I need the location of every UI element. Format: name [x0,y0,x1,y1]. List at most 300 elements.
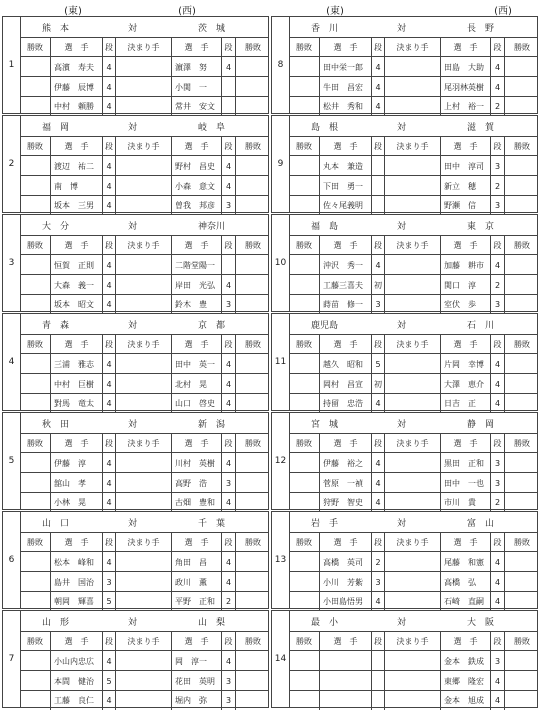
player-cell: 島井 国治 [50,572,102,592]
player-cell: 小川 芳紫 [319,572,371,592]
dan-cell: 4 [102,493,115,512]
player-cell: 小田島悟男 [319,592,371,611]
bout-row [20,591,268,611]
player-header: 選 手 [440,632,490,651]
match-title [289,116,537,136]
win-loss-header: 勝敗 [504,236,539,255]
win-loss-cell [235,651,270,671]
win-loss-cell [20,77,50,97]
player-header: 選 手 [171,335,221,354]
match-title [289,314,537,334]
header-row [20,631,268,651]
dan-header: 段 [371,434,384,453]
bout-row [20,195,268,215]
match-title [289,512,537,532]
dan-cell: 4 [221,552,235,572]
player-cell: 高濱 寿夫 [50,57,102,77]
dan-cell: 4 [102,176,115,196]
dan-header: 段 [490,533,504,552]
match-panel-6 [2,511,269,609]
dan-header: 段 [371,236,384,255]
side-label-east-left: (東) [64,6,82,17]
dan-cell: 4 [371,57,384,77]
kimarite-cell [115,156,171,176]
win-loss-cell [504,255,539,275]
player-cell: 花田 英明 [171,671,221,691]
bout-row [289,571,537,592]
bout-row [20,393,268,413]
match-title [20,413,268,433]
dan-cell: 4 [371,453,384,473]
dan-cell: 初 [371,275,384,295]
win-loss-cell [504,671,539,691]
east-prefecture: 青 森 [42,321,70,331]
dan-cell: 4 [102,295,115,314]
dan-header: 段 [221,632,235,651]
match-panel-3 [2,214,269,312]
win-loss-cell [504,691,539,710]
win-loss-cell [20,196,50,215]
match-title [20,116,268,136]
kimarite-header: 決まり手 [384,434,440,453]
match-number: 9 [272,116,290,212]
win-loss-cell [504,196,539,215]
dan-cell: 2 [371,552,384,572]
dan-cell: 3 [490,651,504,671]
win-loss-cell [20,176,50,196]
match-number: 1 [3,17,21,113]
match-panel-11 [271,313,538,411]
kimarite-cell [115,275,171,295]
bout-row [289,175,537,196]
dan-cell: 4 [371,473,384,493]
win-loss-header: 勝敗 [504,632,539,651]
side-label-west-right: (西) [494,6,512,17]
kimarite-cell [384,473,440,493]
bout-row [20,254,268,275]
player-header: 選 手 [440,137,490,156]
win-loss-cell [289,374,319,394]
dan-cell: 4 [221,275,235,295]
player-cell: 狩野 智史 [319,493,371,512]
bout-row [20,96,268,116]
player-cell: 曽我 邦彦 [171,196,221,215]
kimarite-cell [115,176,171,196]
dan-cell: 4 [490,255,504,275]
west-prefecture: 東 京 [467,222,495,232]
kimarite-header: 決まり手 [115,236,171,255]
player-cell: 市川 貴 [440,493,490,512]
win-loss-cell [504,176,539,196]
win-loss-header: 勝敗 [296,340,312,349]
win-loss-header: 勝敗 [235,335,270,354]
kimarite-cell [115,77,171,97]
dan-header: 段 [221,434,235,453]
versus-label: 対 [128,420,138,430]
player-cell: 本間 健治 [50,671,102,691]
player-header: 選 手 [50,236,102,255]
player-cell: 高橋 弘 [440,572,490,592]
dan-cell: 4 [102,275,115,295]
dan-cell: 3 [221,196,235,215]
win-loss-cell [235,394,270,413]
kimarite-header: 決まり手 [384,533,440,552]
win-loss-cell [504,295,539,314]
dan-cell: 4 [490,77,504,97]
player-cell: 田中 一也 [440,473,490,493]
player-cell: 工藤 良仁 [50,691,102,710]
dan-cell: 4 [221,354,235,374]
win-loss-cell [20,592,50,611]
bout-row [20,294,268,314]
dan-cell: 4 [490,552,504,572]
player-cell: 高橋 英司 [319,552,371,572]
dan-cell: 2 [490,176,504,196]
dan-header: 段 [221,533,235,552]
player-cell: 田中 淳司 [440,156,490,176]
player-cell [319,691,371,710]
dan-header: 段 [371,335,384,354]
versus-label: 対 [128,222,138,232]
kimarite-cell [384,493,440,512]
kimarite-cell [384,275,440,295]
player-cell: 對馬 竜太 [50,394,102,413]
player-cell: 小林 晃 [50,493,102,512]
player-cell: 中村 巨樹 [50,374,102,394]
player-cell: 小山内忠広 [50,651,102,671]
kimarite-cell [384,354,440,374]
win-loss-header: 勝敗 [296,637,312,646]
dan-cell: 3 [490,453,504,473]
match-number: 11 [272,314,290,410]
player-header: 選 手 [440,434,490,453]
kimarite-cell [115,691,171,710]
dan-cell: 4 [490,572,504,592]
win-loss-header: 勝敗 [504,137,539,156]
player-cell: 上村 裕一 [440,97,490,116]
dan-cell: 3 [221,295,235,314]
dan-header: 段 [102,632,115,651]
east-prefecture: 香 川 [311,24,339,34]
dan-cell [371,651,384,671]
player-cell: 松井 秀和 [319,97,371,116]
player-header: 選 手 [50,632,102,651]
dan-header: 段 [102,533,115,552]
dan-cell: 3 [490,473,504,493]
kimarite-cell [115,196,171,215]
dan-header: 段 [102,137,115,156]
dan-cell [371,691,384,710]
match-panel-5 [2,412,269,510]
win-loss-header: 勝敗 [235,38,270,57]
east-prefecture: 最 小 [311,618,339,628]
win-loss-header: 勝敗 [27,142,43,151]
player-cell: 沖沢 秀一 [319,255,371,275]
win-loss-cell [20,275,50,295]
dan-cell: 4 [221,57,235,77]
win-loss-cell [504,57,539,77]
bout-row [20,56,268,77]
versus-label: 対 [128,321,138,331]
win-loss-cell [289,97,319,116]
win-loss-cell [504,493,539,512]
player-cell: 丸本 兼造 [319,156,371,176]
win-loss-cell [289,57,319,77]
versus-label: 対 [397,222,407,232]
east-prefecture: 大 分 [42,222,70,232]
dan-header: 段 [371,137,384,156]
win-loss-cell [20,473,50,493]
header-row [289,235,537,255]
player-header: 選 手 [319,236,371,255]
win-loss-cell [20,453,50,473]
dan-cell: 4 [371,493,384,512]
player-cell: 伊藤 淳 [50,453,102,473]
player-cell: 佐々尾義明 [319,196,371,215]
win-loss-cell [289,552,319,572]
win-loss-cell [504,592,539,611]
win-loss-header: 勝敗 [504,533,539,552]
dan-cell: 2 [490,275,504,295]
east-prefecture: 山 形 [42,618,70,628]
header-row [20,37,268,57]
dan-header: 段 [221,236,235,255]
bout-row [20,175,268,196]
kimarite-cell [384,592,440,611]
win-loss-header: 勝敗 [504,434,539,453]
player-cell: 菅原 一禎 [319,473,371,493]
match-number: 12 [272,413,290,509]
player-cell: 伊藤 裕之 [319,453,371,473]
dan-cell: 4 [221,176,235,196]
dan-header: 段 [490,632,504,651]
dan-cell: 2 [490,493,504,512]
player-header: 選 手 [319,632,371,651]
east-prefecture: 福 岡 [42,123,70,133]
bout-row [20,650,268,671]
player-cell: 坂本 昭文 [50,295,102,314]
bout-row [289,472,537,493]
bout-row [20,373,268,394]
match-title [289,413,537,433]
header-row [289,334,537,354]
east-prefecture: 島 根 [311,123,339,133]
dan-cell [371,196,384,215]
win-loss-header: 勝敗 [296,142,312,151]
versus-label: 対 [397,519,407,529]
player-header: 選 手 [319,533,371,552]
player-header: 選 手 [50,533,102,552]
player-cell: 田中栄一郎 [319,57,371,77]
kimarite-cell [115,97,171,116]
player-cell: 二階堂陽一 [171,255,221,275]
kimarite-header: 決まり手 [115,38,171,57]
win-loss-cell [289,255,319,275]
match-panel-1 [2,16,269,114]
dan-cell: 4 [102,354,115,374]
bout-row [20,571,268,592]
dan-cell: 4 [490,691,504,710]
player-cell: 北村 晃 [171,374,221,394]
player-header: 選 手 [171,434,221,453]
player-cell [319,651,371,671]
west-prefecture: 岐 阜 [198,123,226,133]
player-header: 選 手 [50,434,102,453]
dan-cell: 4 [221,572,235,592]
player-cell: 高野 浩 [171,473,221,493]
win-loss-header: 勝敗 [504,38,539,57]
kimarite-cell [384,97,440,116]
match-title [20,215,268,235]
bout-row [289,195,537,215]
bout-row [20,670,268,691]
win-loss-cell [289,572,319,592]
west-prefecture: 神奈川 [198,222,226,232]
win-loss-cell [289,394,319,413]
win-loss-cell [504,473,539,493]
player-cell: 中村 頼勝 [50,97,102,116]
win-loss-cell [289,671,319,691]
dan-header: 段 [490,38,504,57]
player-cell: 関口 淳 [440,275,490,295]
dan-cell: 3 [221,473,235,493]
dan-cell: 4 [102,453,115,473]
win-loss-cell [235,671,270,691]
player-cell: 大森 義一 [50,275,102,295]
match-number: 10 [272,215,290,311]
player-cell: 尾羽林英樹 [440,77,490,97]
side-label-west-left: (西) [178,6,196,17]
dan-cell: 4 [221,374,235,394]
player-cell: 日吉 正 [440,394,490,413]
player-cell: 田島 大助 [440,57,490,77]
dan-header: 段 [490,236,504,255]
player-cell: 持留 忠浩 [319,394,371,413]
win-loss-cell [235,572,270,592]
win-loss-cell [504,156,539,176]
bout-row [20,353,268,374]
dan-cell: 4 [102,691,115,710]
dan-cell: 3 [221,671,235,691]
dan-cell: 2 [490,97,504,116]
match-number: 5 [3,413,21,509]
player-cell: 川村 英樹 [171,453,221,473]
win-loss-cell [504,77,539,97]
versus-label: 対 [397,618,407,628]
match-number: 8 [272,17,290,113]
win-loss-cell [20,97,50,116]
match-number: 14 [272,611,290,707]
win-loss-cell [504,651,539,671]
bout-row [20,690,268,710]
versus-label: 対 [397,24,407,34]
kimarite-header: 決まり手 [115,533,171,552]
win-loss-cell [289,275,319,295]
win-loss-header: 勝敗 [504,335,539,354]
kimarite-cell [115,453,171,473]
header-row [289,136,537,156]
win-loss-cell [235,354,270,374]
dan-cell [221,255,235,275]
dan-cell: 4 [102,97,115,116]
win-loss-cell [20,374,50,394]
dan-cell: 3 [371,295,384,314]
dan-cell: 5 [102,671,115,691]
east-prefecture: 福 島 [311,222,339,232]
player-cell: 三浦 雅志 [50,354,102,374]
west-prefecture: 大 阪 [467,618,495,628]
match-title [20,512,268,532]
win-loss-header: 勝敗 [27,43,43,52]
dan-cell: 4 [371,394,384,413]
player-cell: 尾藤 和憲 [440,552,490,572]
player-header: 選 手 [171,632,221,651]
west-prefecture: 静 岡 [467,420,495,430]
win-loss-cell [504,552,539,572]
header-row [289,631,537,651]
kimarite-cell [384,394,440,413]
kimarite-header: 決まり手 [384,632,440,651]
kimarite-cell [384,374,440,394]
dan-cell: 3 [102,572,115,592]
east-prefecture: 山 口 [42,519,70,529]
win-loss-cell [289,196,319,215]
kimarite-cell [384,255,440,275]
bout-row [289,670,537,691]
player-header: 選 手 [440,236,490,255]
east-prefecture: 宮 城 [311,420,339,430]
win-loss-cell [20,295,50,314]
bout-row [289,274,537,295]
bout-row [289,76,537,97]
win-loss-header: 勝敗 [27,637,43,646]
player-cell: 舘山 孝 [50,473,102,493]
win-loss-header: 勝敗 [235,533,270,552]
dan-header: 段 [490,137,504,156]
win-loss-cell [235,156,270,176]
kimarite-cell [115,572,171,592]
east-prefecture: 岩 手 [311,519,339,529]
dan-header: 段 [221,137,235,156]
player-header: 選 手 [440,335,490,354]
player-cell: 工藤三喜夫 [319,275,371,295]
dan-cell: 2 [221,592,235,611]
dan-cell: 4 [102,57,115,77]
win-loss-cell [289,354,319,374]
west-prefecture: 長 野 [467,24,495,34]
bout-row [289,591,537,611]
dan-header: 段 [102,38,115,57]
player-cell: 岡 淳一 [171,651,221,671]
win-loss-cell [289,156,319,176]
header-row [289,532,537,552]
west-prefecture: 新 潟 [198,420,226,430]
win-loss-cell [504,453,539,473]
win-loss-cell [504,374,539,394]
player-cell: 南 博 [50,176,102,196]
player-cell: 小関 一 [171,77,221,97]
dan-cell: 4 [221,493,235,512]
player-cell: 小森 意文 [171,176,221,196]
player-cell: 室伏 歩 [440,295,490,314]
header-row [20,532,268,552]
win-loss-header: 勝敗 [27,241,43,250]
player-cell: 鈴木 豊 [171,295,221,314]
kimarite-cell [384,691,440,710]
kimarite-cell [115,552,171,572]
kimarite-cell [115,354,171,374]
match-panel-9 [271,115,538,213]
